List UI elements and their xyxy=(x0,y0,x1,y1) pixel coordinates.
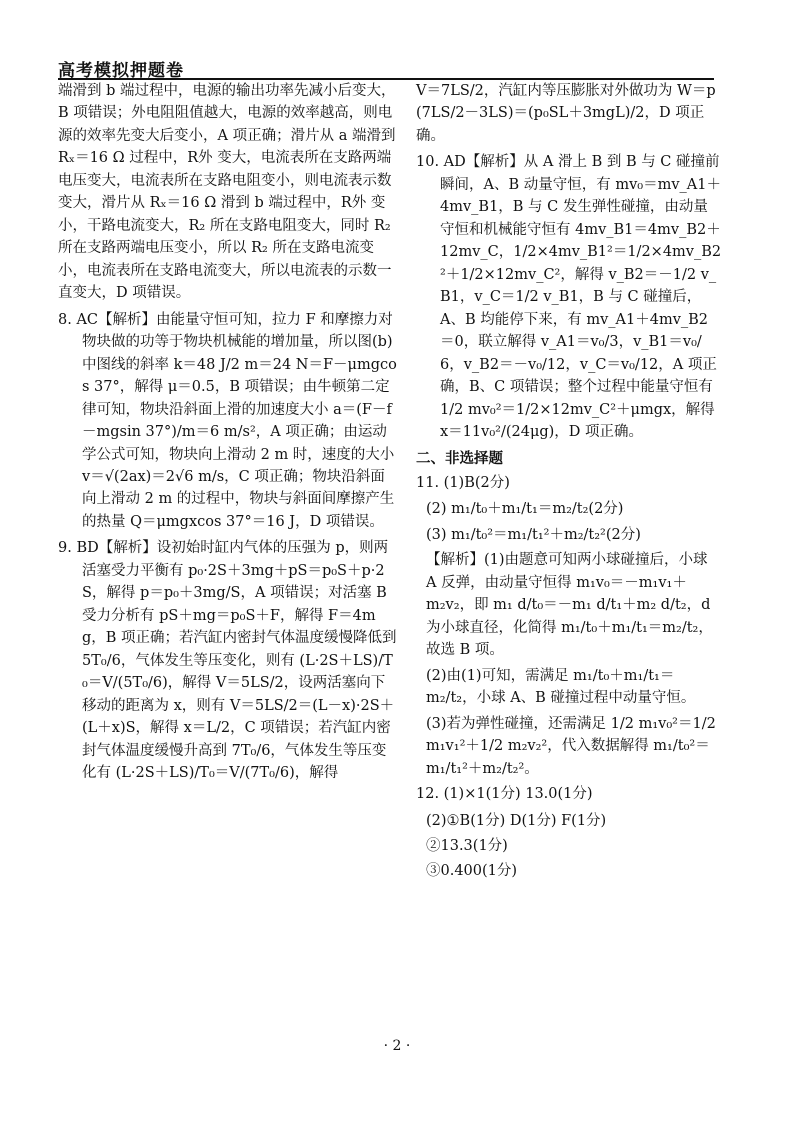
answer-10: 10. AD【解析】从 A 滑上 B 到 B 与 C 碰撞前瞬间，A、B 动量守恒，有 mv₀＝mv_A1＋4mv_B1，B 与 C 发生弹性碰撞，由动量守恒和机械能守恒有 4mv_B1＝4mv_B2＋12mv_C，1/2×4mv_B1²＝1/2×4mv_B2²＋1/2×12mv_C²，解得 v_B2＝－1/2 v_B1，v_C＝1/2 v_B1，B 与 C 碰撞后，A、B 均能停下来，有 mv_A1＋4mv_B2＝0，联立解得 v_A1＝v₀/3，v_B1＝v₀/6，v_B2＝－v₀/12，v_C＝v₀/12，A 项正确，B、C 项错误；整个过程中能量守恒有 1/2 mv₀²＝1/2×12mv_C²＋μmgx，解得 x＝11v₀²/(24μg)，D 项正确。 xyxy=(416,154,722,441)
answer-9: 9. BD【解析】设初始时缸内气体的压强为 p，则两活塞受力平衡有 p₀·2S＋3mg＋pS＝p₀S＋p·2S，解得 p＝p₀＋3mg/S，A 项错误；对活塞 B 受力分析有 pS＋mg＝p₀S＋F，解得 F＝4mg，B 项正确；若汽缸内密封气体温度缓慢降低到 5T₀/6，气体发生等压变化，则有 (L·2S＋LS)/T₀＝V/(5T₀/6)，解得 V＝5LS/2，设两活塞向下移动的距离为 x，则有 V＝5LS/2＝(L－x)·2S＋(L＋x)S，解得 x＝L/2，C 项错误；若汽缸内密封气体温度缓慢升高到 7T₀/6，气体发生等压变化有 (L·2S＋LS)/T₀＝V/(7T₀/6)，解得 xyxy=(58,540,397,782)
answer-9-continuation: V＝7LS/2，汽缸内等压膨胀对外做功为 W＝p(7LS/2－3LS)＝(p₀SL＋3mgL)/2，D 项正确。 xyxy=(416,83,716,144)
page-header-title: 高考模拟押题卷 xyxy=(58,61,184,81)
answer-12-part2-2: ②13.3(1分) xyxy=(426,838,508,854)
answer-7-continuation: 端滑到 b 端过程中，电源的输出功率先减小后变大，B 项错误；外电阻阻值越大，电源的效率越高，则电源的效率先变大后变小，A 项正确；滑片从 a 端滑到 Rₓ＝16 Ω 过程中，R外 变大，电流表所在支路两端电压变大，电流表所在支路电阻变小，则电流表示数变大，滑片从 Rₓ＝16 Ω 滑到 b 端过程中，R外 变小，干路电流变大，R₂ 所在支路电阻变大，同时 R₂ 所在支路两端电压变小，所以 R₂ 所在支路电流变小，电流表所在支路电流变大，所以电流表的示数一直变大，D 项错误。 xyxy=(58,83,396,302)
answer-11-analysis-3: (3)若为弹性碰撞，还需满足 1/2 m₁v₀²＝1/2 m₁v₁²＋1/2 m₂v₂²，代入数据解得 m₁/t₀²＝m₁/t₁²＋m₂/t₂²。 xyxy=(426,715,716,777)
right-column xyxy=(416,80,722,886)
page-number: · 2 · xyxy=(383,1038,411,1054)
answer-11-part1: 11. (1)B(2分) xyxy=(416,474,510,491)
answer-11-analysis-1: 【解析】(1)由题意可知两小球碰撞后，小球 A 反弹，由动量守恒得 m₁v₀＝－m₁v₁＋m₂v₂，即 m₁ d/t₀＝－m₁ d/t₁＋m₂ d/t₂，d 为小球直径，化简得 m₁/t₀＋m₁/t₁＝m₂/t₂，故选 B 项。 xyxy=(426,552,713,659)
section-heading-nonchoice: 二、非选择题 xyxy=(416,449,503,467)
answer-12-part2-3: ③0.400(1分) xyxy=(426,863,518,880)
answer-8: 8. AC【解析】由能量守恒可知，拉力 F 和摩擦力对物块做的功等于物块机械能的增加量，所以图(b)中图线的斜率 k＝48 J/2 m＝24 N＝F－μmgcos 37°，解得 μ＝0.5，B 项错误；由牛顿第二定律可知，物块沿斜面上滑的加速度大小 a＝(F－f－mgsin 37°)/m＝6 m/s²，A 项正确；由运动学公式可知，物块向上滑动 2 m 时，速度的大小 v＝√(2ax)＝2√6 m/s，C 项正确；物块沿斜面向上滑动 2 m 的过程中，物块与斜面间摩擦产生的热量 Q＝μmgxcos 37°＝16 J，D 项错误。 xyxy=(58,311,397,530)
answer-11-analysis-2: (2)由(1)可知，需满足 m₁/t₀＋m₁/t₁＝m₂/t₂，小球 A、B 碰撞过程中动量守恒。 xyxy=(426,667,696,707)
answer-11-part2: (2) m₁/t₀＋m₁/t₁＝m₂/t₂(2分) xyxy=(426,501,624,518)
answer-11-part3: (3) m₁/t₀²＝m₁/t₁²＋m₂/t₂²(2分) xyxy=(426,526,641,543)
answer-12-part1: 12. (1)×1(1分) 13.0(1分) xyxy=(416,786,593,803)
answer-12-part2: (2)①B(1分) D(1分) F(1分) xyxy=(426,812,607,829)
left-column xyxy=(58,80,398,789)
